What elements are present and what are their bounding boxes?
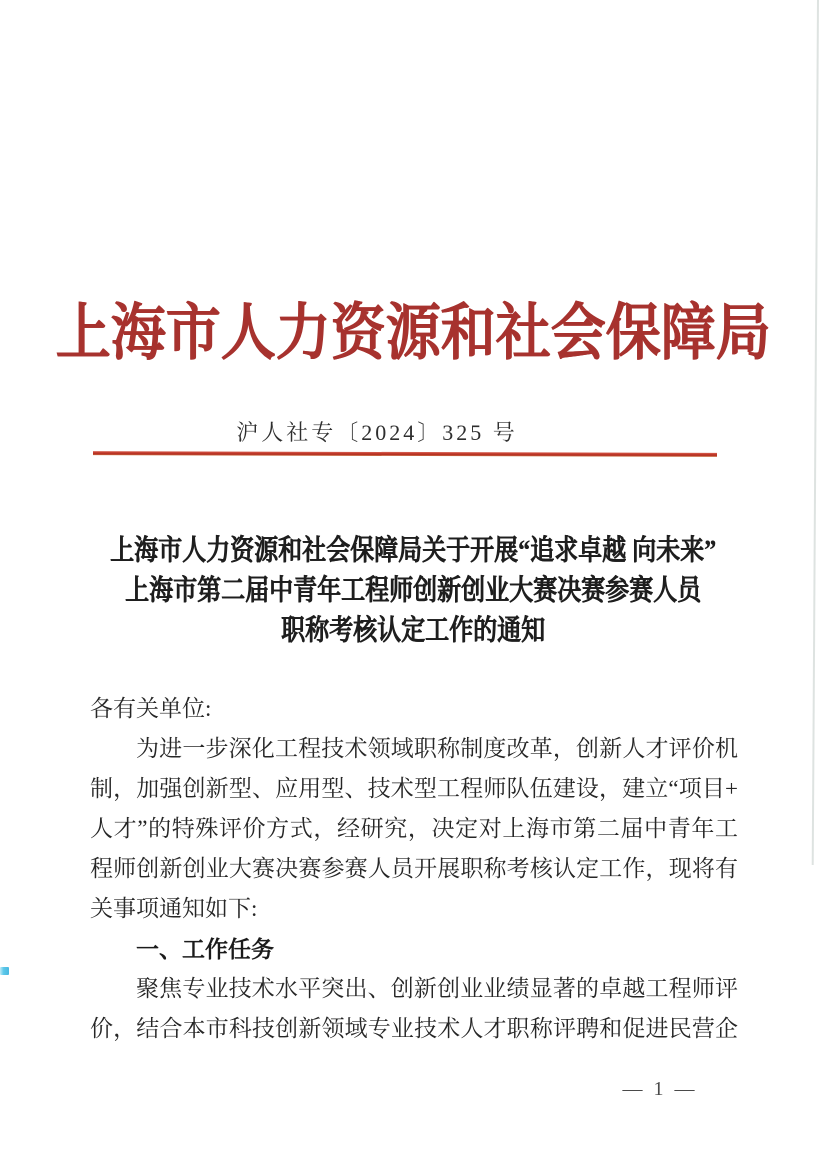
page-edge-scan-line: [812, 0, 819, 865]
notice-title-line-2: 上海市第二届中青年工程师创新创业大赛决赛参赛人员: [125, 575, 701, 607]
body-line: 制，加强创新型、应用型、技术型工程师队伍建设，建立“项目+: [90, 776, 738, 801]
salutation-line: 各有关单位:: [90, 696, 212, 721]
red-divider-rule: [93, 451, 717, 457]
document-reference-number: 沪人社专〔2024〕325 号: [236, 420, 518, 445]
document-body: [90, 689, 738, 1049]
notice-title-line-1: 上海市人力资源和社会保障局关于开展“追求卓越 向未来”: [110, 535, 716, 567]
body-line: 程师创新创业大赛决赛参赛人员开展职称考核认定工作，现将有: [90, 856, 738, 881]
body-line: 价，结合本市科技创新领域专业技术人才职称评聘和促进民营企: [90, 1016, 738, 1041]
page-number: — 1 —: [622, 1078, 698, 1100]
section-heading: 一、工作任务: [136, 936, 274, 962]
notice-title: [83, 531, 743, 651]
cyan-scan-artifact: [0, 967, 9, 975]
body-line: 人才”的特殊评价方式，经研究，决定对上海市第二届中青年工: [90, 816, 738, 841]
body-line: 为进一步深化工程技术领域职称制度改革，创新人才评价机: [136, 736, 738, 761]
agency-masthead: 上海市人力资源和社会保障局: [55, 298, 771, 367]
body-line: 聚焦专业技术水平突出、创新创业业绩显著的卓越工程师评: [136, 976, 738, 1001]
body-line: 关事项通知如下:: [90, 896, 258, 921]
notice-title-line-3: 职称考核认定工作的通知: [281, 615, 545, 647]
